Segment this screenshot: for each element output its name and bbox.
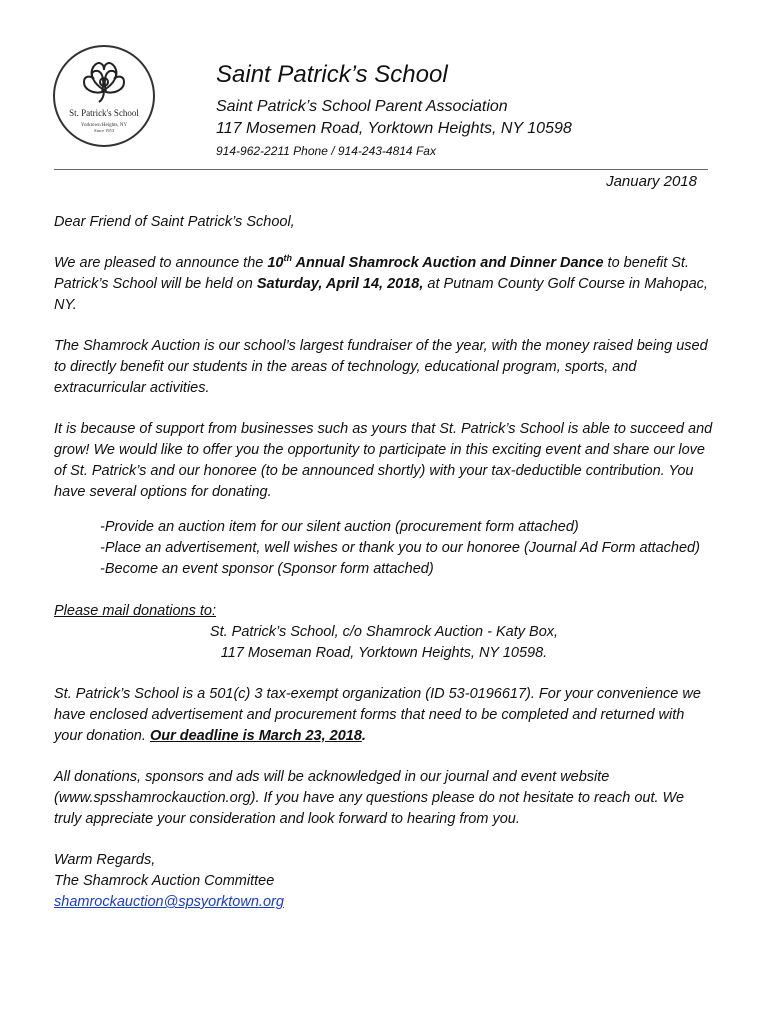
closing: Warm Regards, [54,852,156,868]
text-run: to benefit St. Patrick’s School will be held on [54,255,689,292]
text-run: 10 [267,255,284,271]
letter-body [54,212,714,913]
paragraph-support: It is because of support from businesses such as yours that St. Patrick’s School is able to succeed and grow! We would like to offer you the opportunity to participate in this exciting event and share our love of St. Patrick’s and our honoree (to be announced shortly) with your tax-deductible contribution. You have several options for donating. [54,421,713,500]
event-date: Saturday, April 14, 2018, [256,276,424,292]
text-run: at Putnam County Golf Course in Mahopac, NY. [54,276,708,313]
contact-email-link[interactable]: shamrockauction@spsyorktown.org [54,894,284,910]
mail-line: St. Patrick’s School, c/o Shamrock Auction - Katy Box, [209,624,559,640]
text-run: St. Patrick’s School is a 501(c) 3 tax-exempt organization (ID 53-0196617). For your convenience we have enclosed advertisement and procurement forms that need to be completed and returned with your donation. [54,686,701,744]
ordinal-suffix: th [283,253,292,264]
donation-options [100,517,714,580]
option-item: -Become an event sponsor (Sponsor form attached) [100,561,434,577]
salutation: Dear Friend of Saint Patrick’s School, [54,214,295,230]
paragraph-acknowledgement: All donations, sponsors and ads will be acknowledged in our journal and event website (www.spsshamrockauction.org). If you have any questions please do not hesitate to reach out. We truly appreciate your consideration and look forward to hearing from you. [54,769,685,827]
logo-title: St. Patrick's School [69,108,139,118]
option-item: -Provide an auction item for our silent auction (procurement form attached) [100,519,579,535]
phone-fax: 914-962-2211 Phone / 914-243-4814 Fax [216,144,436,158]
option-item: -Place an advertisement, well wishes or thank you to our honoree (Journal Ad Form attached) [100,540,700,556]
letterhead [216,60,572,160]
edition-number [267,255,292,271]
logo-location: Yorktown Heights, NY [80,123,128,128]
paragraph-tax-exempt [54,684,714,747]
event-name: Annual Shamrock Auction and Dinner Dance [292,255,604,271]
text-run: We are pleased to announce the [54,255,268,271]
text-run: . [361,728,366,744]
logo-since: Since 1953 [93,128,115,133]
deadline: Our deadline is March 23, 2018 [149,728,362,744]
paragraph-fundraiser: The Shamrock Auction is our school’s largest fundraiser of the year, with the money raised being used to directly benefit our students in the areas of technology, educational program, sports, and extracurricular activities. [54,338,708,396]
signature-block [54,850,714,913]
school-logo [52,44,156,148]
committee-name: The Shamrock Auction Committee [54,873,275,889]
mail-heading: Please mail donations to: [54,603,217,619]
header-divider [54,169,708,170]
paragraph-announcement [54,253,714,316]
mail-address [54,622,714,664]
association-name: Saint Patrick’s School Parent Association [216,98,508,115]
mail-line: 117 Moseman Road, Yorktown Heights, NY 10598. [220,645,548,661]
school-name: Saint Patrick’s School [216,61,448,88]
shamrock-seal-icon [52,44,156,148]
school-address: 117 Mosemen Road, Yorktown Heights, NY 10598 [216,120,572,137]
letter-date: January 2018 [606,173,697,190]
